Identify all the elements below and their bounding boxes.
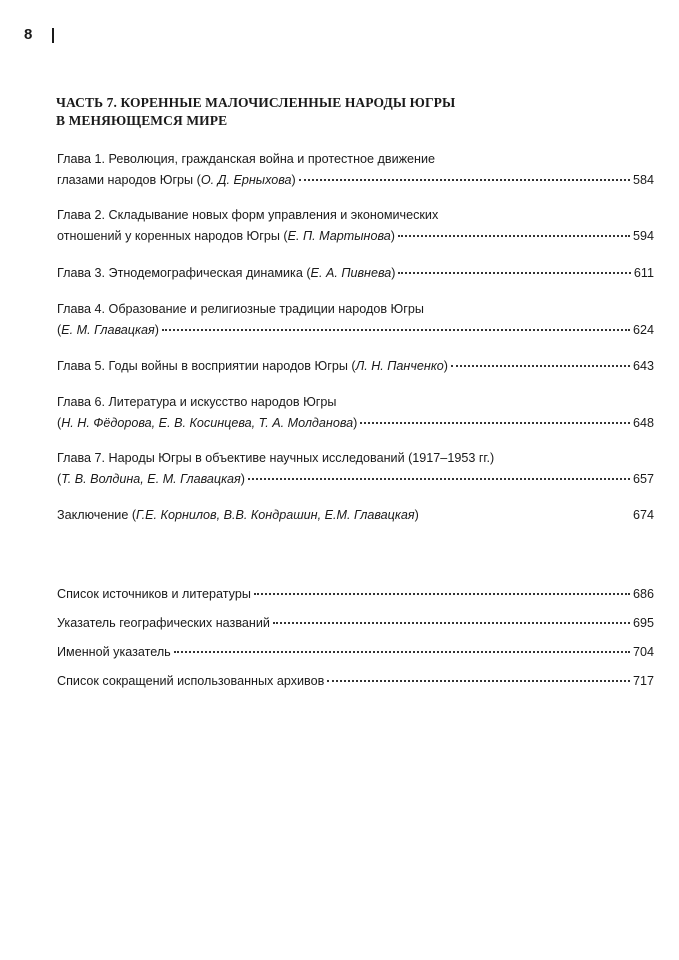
dot-leader — [398, 222, 630, 237]
dot-leader — [162, 316, 630, 331]
page-number: 8 — [24, 26, 33, 43]
toc-entry-title-line1: Глава 6. Литература и искусство народов Югры — [57, 395, 337, 409]
toc-entry-page: 643 — [632, 358, 654, 373]
toc-entry-title-line1: Глава 7. Народы Югры в объективе научных исследований (1917–1953 гг.) — [57, 451, 495, 465]
toc-entry-title: Именной указатель — [57, 644, 171, 659]
part-heading-line2: В МЕНЯЮЩЕМСЯ МИРЕ — [56, 113, 228, 128]
toc-entry-author: Е. П. Мартынова — [287, 228, 391, 243]
toc-entry-name-index[interactable] — [57, 641, 654, 662]
toc-entry-author: О. Д. Ерныхова — [200, 172, 292, 187]
toc-entry-chapter-2[interactable]: Глава 2. Складывание новых форм управления и экономических отношений у коренных народов Югры ( Е. П. Мартынова ) 594 — [57, 206, 654, 246]
toc-entry-page: 686 — [632, 586, 654, 601]
toc-entry-title-line1: Глава 2. Складывание новых форм управления и экономических — [57, 208, 439, 222]
dot-leader — [273, 609, 630, 624]
toc-entry-title: Глава 3. Этнодемографическая динамика — [57, 265, 303, 280]
toc-entry-page: 704 — [632, 644, 654, 659]
toc-entry-title: Список источников и литературы — [57, 586, 251, 601]
toc-entry-page: 611 — [633, 265, 654, 280]
dot-leader — [398, 259, 630, 274]
toc-entry-page: 648 — [632, 415, 654, 430]
toc-entry-title: Список сокращений использованных архивов — [57, 673, 325, 688]
toc-entry-conclusion[interactable]: Заключение ( Г.Е. Корнилов, В.В. Кондрашин, Е.М. Главацкая ) 674 — [57, 506, 654, 525]
toc-entry-chapter-5[interactable]: Глава 5. Годы войны в восприятии народов Югры ( Л. Н. Панченко ) 643 — [57, 355, 654, 376]
toc-entry-page: 674 — [632, 508, 654, 522]
toc-entry-sources[interactable] — [57, 583, 654, 604]
toc-entry-author: Т. В. Волдина, Е. М. Главацкая — [61, 471, 241, 486]
toc-entry-page: 624 — [632, 322, 654, 337]
page-number-divider — [52, 28, 54, 43]
toc-entry-chapter-7[interactable]: Глава 7. Народы Югры в объективе научных исследований (1917–1953 гг.) ( Т. В. Волдина, Е. М. Главацкая ) 657 — [57, 449, 654, 489]
toc-entry-chapter-3[interactable]: Глава 3. Этнодемографическая динамика ( Е. А. Пивнева ) 611 — [57, 262, 654, 283]
toc-entry-author: Е. А. Пивнева — [310, 265, 392, 280]
toc-entry-page: 584 — [632, 172, 654, 187]
toc-entry-title: Указатель географических названий — [57, 615, 270, 630]
toc-entry-chapter-4[interactable]: Глава 4. Образование и религиозные традиции народов Югры ( Е. М. Главацкая ) 624 — [57, 300, 654, 340]
toc-entry-title-line1: Глава 4. Образование и религиозные традиции народов Югры — [57, 302, 424, 316]
toc-entry-title-line1: Глава 1. Революция, гражданская война и протестное движение — [57, 152, 436, 166]
toc-entry-page: 594 — [632, 228, 654, 243]
toc-entry-author: Н. Н. Фёдорова, Е. В. Косинцева, Т. А. Молданова — [61, 415, 354, 430]
toc-entry-author: Л. Н. Панченко — [355, 358, 444, 373]
toc-entry-author: Е. М. Главацкая — [61, 322, 155, 337]
toc-entry-archives[interactable] — [57, 670, 654, 691]
toc-entry-geo-index[interactable] — [57, 612, 654, 633]
toc-entry-page: 717 — [632, 673, 654, 688]
toc-entry-chapter-1[interactable]: Глава 1. Революция, гражданская война и протестное движение глазами народов Югры ( О. Д. Ерныхова ) 584 — [57, 150, 654, 190]
dot-leader — [254, 580, 630, 595]
toc-entry-chapter-6[interactable]: Глава 6. Литература и искусство народов Югры ( Н. Н. Фёдорова, Е. В. Косинцева, Т. А. Молданова ) 648 — [57, 393, 654, 433]
dot-leader — [360, 409, 630, 424]
part-heading-line1: ЧАСТЬ 7. КОРЕННЫЕ МАЛОЧИСЛЕННЫЕ НАРОДЫ ЮГРЫ — [56, 95, 456, 110]
toc-entry-title: отношений у коренных народов Югры — [57, 228, 280, 243]
toc-entry-author: Г.Е. Корнилов, В.В. Кондрашин, Е.М. Главацкая — [136, 508, 415, 522]
dot-leader — [327, 667, 630, 682]
dot-leader — [248, 465, 630, 480]
dot-leader — [299, 166, 630, 181]
toc-entry-title: Глава 5. Годы войны в восприятии народов Югры — [57, 358, 348, 373]
toc-entry-title: глазами народов Югры — [57, 172, 194, 187]
part-heading — [56, 94, 576, 130]
toc-entry-page: 695 — [632, 615, 654, 630]
toc-entry-page: 657 — [632, 471, 654, 486]
dot-leader — [174, 638, 630, 653]
dot-leader — [451, 352, 630, 367]
toc-entry-title: Заключение — [57, 508, 129, 522]
